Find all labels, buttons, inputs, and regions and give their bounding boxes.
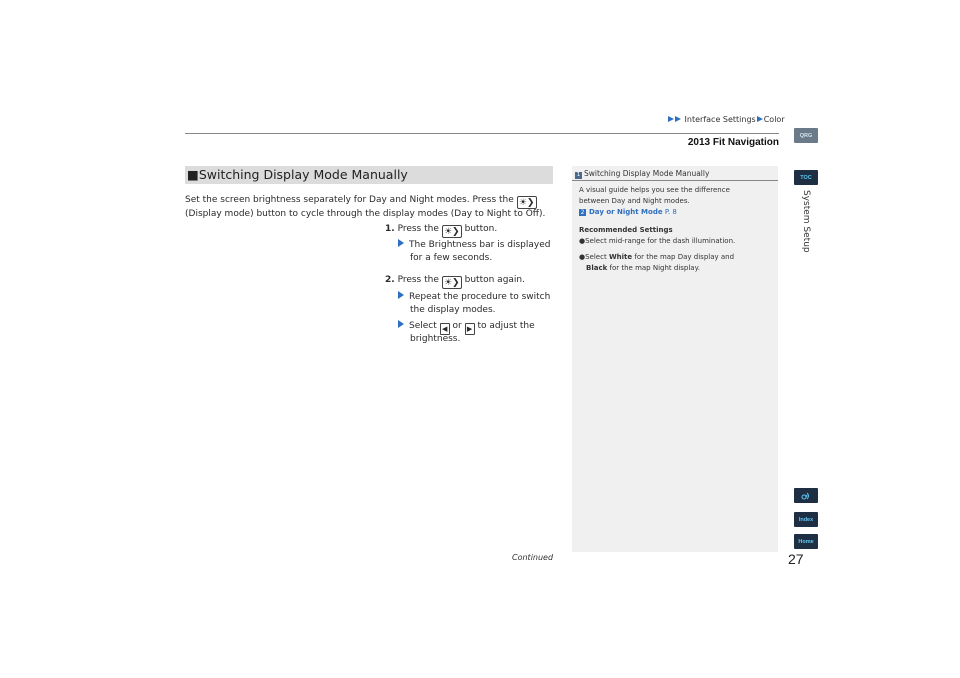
display-mode-button-icon: ☀❯ [442,225,462,238]
section-side-label: System Setup [801,190,811,253]
sidebar-title: 1 Switching Display Mode Manually [576,169,710,178]
index-tab[interactable]: Index [794,512,818,527]
result-arrow-icon [398,239,404,247]
continued-label: Continued [512,553,554,562]
sidebar-link[interactable]: 2 Day or Night Mode P. 8 [580,208,677,216]
qrg-tab[interactable]: QRG [794,128,818,143]
step-2: 2. Press the ☀❯ button again. [385,275,525,288]
right-arrow-button-icon: ▶ [465,323,475,335]
intro-line-1: Set the screen brightness separately for Day and Night modes. Press the ☀❯ [185,194,537,209]
breadcrumb-item-color[interactable]: Color [763,115,785,124]
step-2-result-2-cont: brightness. [410,334,461,344]
step-1: 1. Press the ☀❯ button. [385,224,498,237]
voice-icon [800,491,812,501]
rec-item-2: ●Select White for the map Day display and [579,253,735,261]
arrow-right-icon [668,116,674,122]
sidebar-divider [572,180,778,181]
step-2-result-2: Select ◀ or ▶ to adjust the [398,320,535,335]
rec-item-2-cont: Black for the map Night display. [586,264,700,272]
section-title: ■Switching Display Mode Manually [187,167,408,182]
sidebar-text-2: between Day and Night modes. [579,197,690,205]
result-arrow-icon [398,320,404,328]
sidebar-text-1: A visual guide helps you see the difference [579,186,730,194]
note-number-badge: 1 [576,172,581,178]
sidebar-panel [572,166,778,552]
voice-command-tab[interactable] [794,488,818,503]
page-number: 27 [788,551,804,567]
arrow-right-icon [675,116,681,122]
step-1-result: The Brightness bar is displayed [398,239,550,252]
header-divider [185,133,779,134]
document-title: 2013 Fit Navigation [687,137,779,148]
recommended-settings-heading: Recommended Settings [579,226,673,234]
left-arrow-button-icon: ◀ [440,323,450,335]
rec-item-1: ●Select mid-range for the dash illumination. [579,237,736,245]
toc-tab[interactable]: TOC [794,170,818,185]
step-2-result-1: Repeat the procedure to switch [398,291,550,304]
breadcrumb-item-interface-settings[interactable]: Interface Settings [684,115,756,124]
display-mode-button-icon: ☀❯ [442,276,462,289]
result-arrow-icon [398,291,404,299]
breadcrumb [668,115,785,124]
home-tab[interactable]: Home [794,534,818,549]
link-icon: 2 [580,209,585,216]
intro-line-2: (Display mode) button to cycle through the display modes (Day to Night to Off). [185,209,546,219]
step-1-result-cont: for a few seconds. [410,253,493,263]
display-mode-button-icon: ☀❯ [517,196,537,209]
step-2-result-1-cont: the display modes. [410,305,496,315]
arrow-right-icon [757,116,763,122]
